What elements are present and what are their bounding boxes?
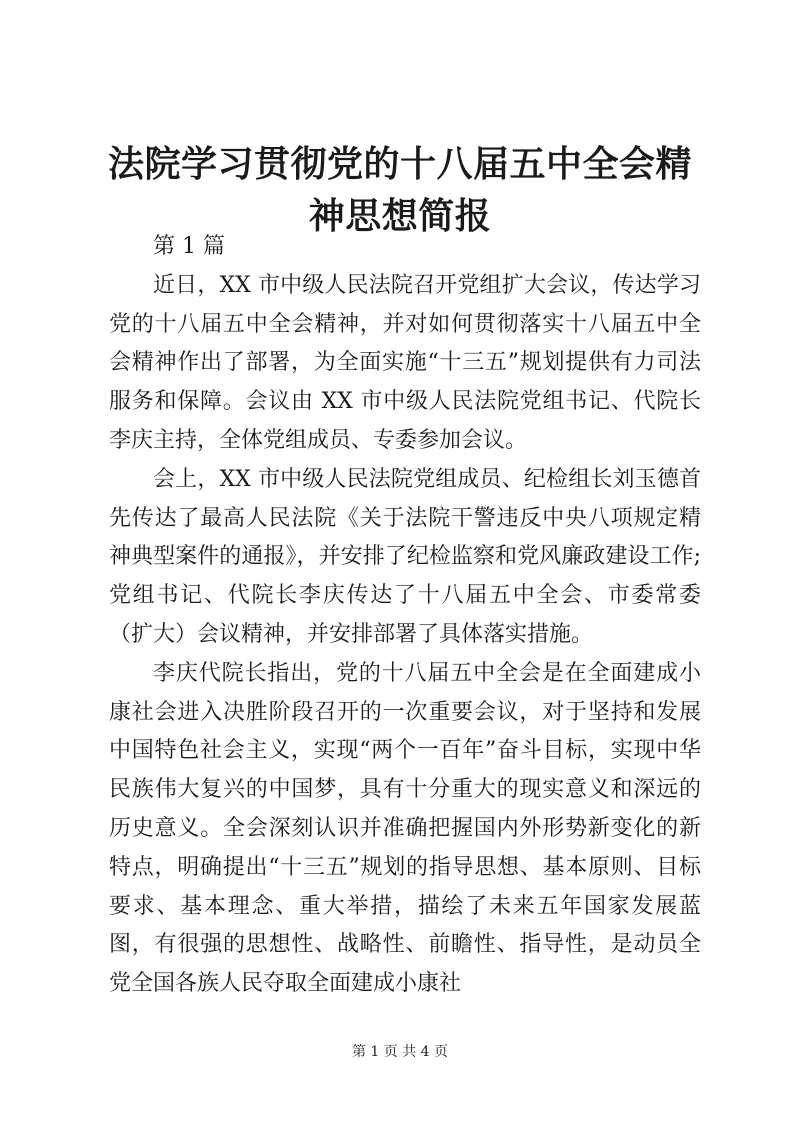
document-title: 法院学习贯彻党的十八届五中全会精神思想简报 [107,143,692,237]
paragraph-1: 近日，XX 市中级人民法院召开党组扩大会议，传达学习党的十八届五中全会精神，并对如何贯彻落实十八届五中全会精神作出了部署，为全面实施“十三五”规划提供有力司法服务和保障。会议由 XX 市中级人民法院党组书记、代院长李庆主持，全体党组成员、专委参加会议。 [109,272,701,453]
section-heading: 第 1 篇 [153,234,225,259]
document-body [109,228,701,1004]
paragraph-3: 李庆代院长指出，党的十八届五中全会是在全面建成小康社会进入决胜阶段召开的一次重要会议，对于坚持和发展中国特色社会主义，实现“两个一百年”奋斗目标，实现中华民族伟大复兴的中国梦，具有十分重大的现实意义和深远的历史意义。全会深刻认识并准确把握国内外形势新变化的新特点，明确提出“十三五”规划的指导思想、基本原则、目标要求、基本理念、重大举措，描绘了未来五年国家发展蓝图，有很强的思想性、战略性、前瞻性、指导性，是动员全党全国各族人民夺取全面建成小康社 [109,660,701,997]
paragraph-2: 会上，XX 市中级人民法院党组成员、纪检组长刘玉德首先传达了最高人民法院《关于法院干警违反中央八项规定精神典型案件的通报》，并安排了纪检监察和党风廉政建设工作;党组书记、代院长李庆传达了十八届五中全会、市委常委（扩大）会议精神，并安排部署了具体落实措施。 [109,466,701,647]
page-number-footer: 第 1 页 共 4 页 [351,1044,449,1060]
